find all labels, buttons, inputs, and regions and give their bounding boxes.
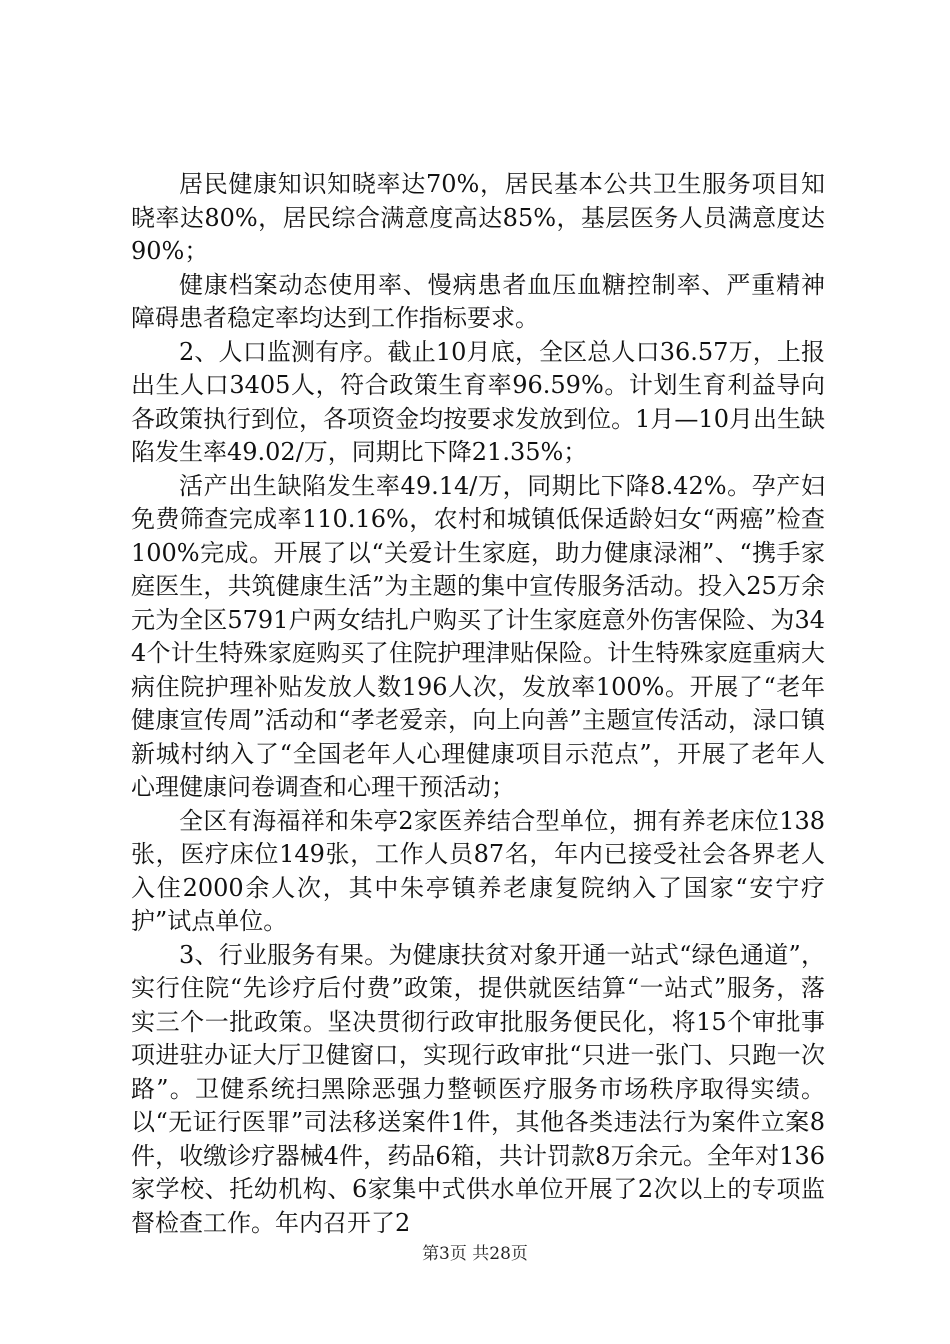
paragraph-health-records: 健康档案动态使用率、慢病患者血压血糖控制率、严重精神障碍患者稳定率均达到工作指标要求。 (131, 270, 825, 332)
paragraph-birth-defects: 活产出生缺陷发生率49.14/万，同期比下降8.42%。孕产妇免费筛查完成率110.16%，农村和城镇低保适龄妇女“两癌”检查100%完成。开展了以“关爱计生家庭，助力健康渌湘”、“携手家庭医生，共筑健康生活”为主题的集中宣传服务活动。投入25万余元为全区5791户两女结扎户购买了计生家庭意外伤害保险、为344个计生特殊家庭购买了住院护理津贴保险。计生特殊家庭重病大病住院护理补贴发放人数196人次，发放率100%。开展了“老年健康宣传周”活动和“孝老爱亲，向上向善”主题宣传活动，渌口镇新城村纳入了“全国老年人心理健康项目示范点”，开展了老年人心理健康问卷调查和心理干预活动； (131, 471, 825, 801)
page-footer (0, 1243, 950, 1265)
paragraph-industry-services: 3、行业服务有果。为健康扶贫对象开通一站式“绿色通道”，实行住院“先诊疗后付费”政策，提供就医结算“一站式”服务，落实三个一批政策。坚决贯彻行政审批服务便民化，将15个审批事项进驻办证大厅卫健窗口，实现行政审批“只进一张门、只跑一次路”。卫健系统扫黑除恶强力整顿医疗服务市场秩序取得实绩。以“无证行医罪”司法移送案件1件，其他各类违法行为案件立案8件，收缴诊疗器械4件，药品6箱，共计罚款8万余元。全年对136家学校、托幼机构、6家集中式供水单位开展了2次以上的专项监督检查工作。年内召开了2 (131, 940, 825, 1237)
paragraph-awareness-rates: 居民健康知识知晓率达70%，居民基本公共卫生服务项目知晓率达80%，居民综合满意度高达85%，基层医务人员满意度达90%； (131, 170, 825, 265)
page-number-label: 第3页 共28页 (422, 1244, 528, 1264)
paragraph-population-monitoring: 2、人口监测有序。截止10月底，全区总人口36.57万，上报出生人口3405人，符合政策生育率96.59%。计划生育利益导向各政策执行到位，各项资金均按要求发放到位。1月—10月出生缺陷发生率49.02/万，同期比下降21.35%； (131, 337, 825, 466)
document-body (131, 168, 825, 1240)
paragraph-elderly-care: 全区有海福祥和朱亭2家医养结合型单位，拥有养老床位138张，医疗床位149张，工作人员87名，年内已接受社会各界老人入住2000余人次，其中朱亭镇养老康复院纳入了国家“安宁疗护”试点单位。 (131, 806, 825, 935)
